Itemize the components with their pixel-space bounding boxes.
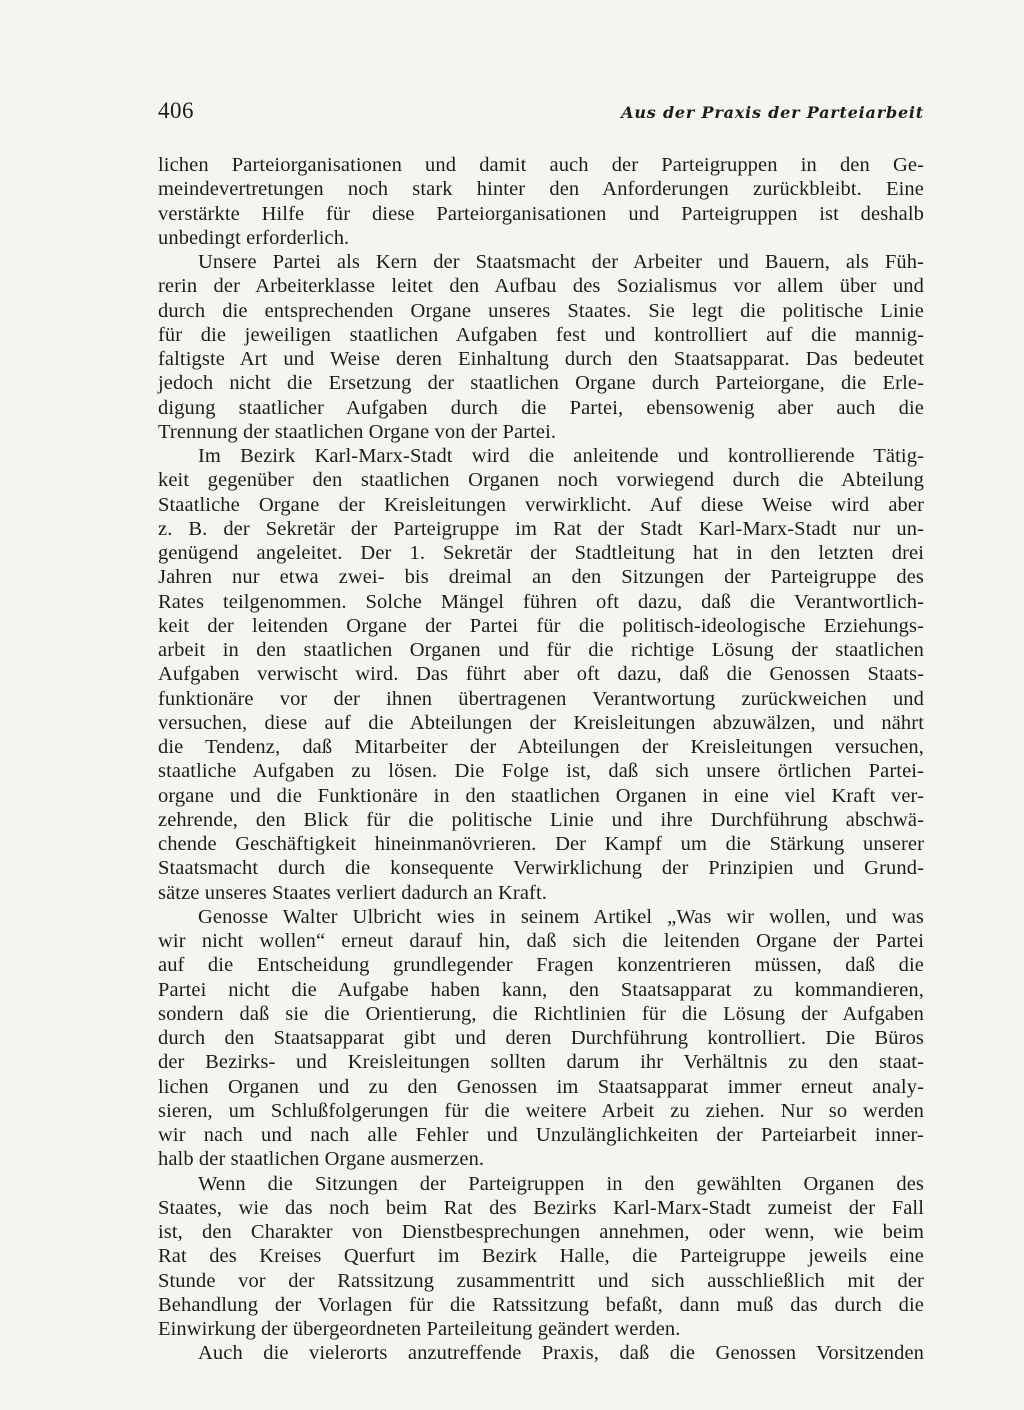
text-line: Rat des Kreises Querfurt im Bezirk Halle, die Parteigruppe jeweils eine <box>158 1245 924 1268</box>
text-line: die Tendenz, daß Mitarbeiter der Abteilungen der Kreisleitungen versuchen, <box>158 736 924 758</box>
text-line: Unsere Partei als Kern der Staatsmacht der Arbeiter und Bauern, als Füh- <box>198 251 924 273</box>
text-line: chende Geschäftigkeit hineinmanövrieren. Der Kampf um die Stärkung unserer <box>158 833 924 855</box>
text-line: durch den Staatsapparat gibt und deren Durchführung kontrolliert. Die Büros <box>158 1027 924 1049</box>
body-text <box>158 153 924 1366</box>
text-line: wir nicht wollen“ erneut darauf hin, daß sich die leitenden Organe der Partei <box>158 930 924 952</box>
text-line: zehrende, den Blick für die politische Linie und ihre Durchführung abschwä- <box>158 808 924 831</box>
text-line: digung staatlicher Aufgaben durch die Partei, ebensowenig aber auch die <box>158 396 924 419</box>
text-line: Auch die vielerorts anzutreffende Praxis, daß die Genossen Vorsitzenden <box>198 1342 924 1365</box>
text-line: Staates, wie das noch beim Rat des Bezirks Karl-Marx-Stadt zumeist der Fall <box>158 1196 924 1219</box>
text-line: z. B. der Sekretär der Parteigruppe im Rat der Stadt Karl-Marx-Stadt nur un- <box>158 517 924 540</box>
text-line: Einwirkung der übergeordneten Parteileitung geändert werden. <box>158 1318 681 1340</box>
text-line: meindevertretungen noch stark hinter den Anforderungen zurückbleibt. Eine <box>158 178 924 201</box>
text-line: keit der leitenden Organe der Partei für die politisch-ideologische Erziehungs- <box>158 614 924 637</box>
text-line: der Bezirks- und Kreisleitungen sollten darum ihr Verhältnis zu den staat- <box>158 1051 924 1074</box>
text-line: unbedingt erforderlich. <box>158 226 350 249</box>
text-line: faltigste Art und Weise deren Einhaltung durch den Staatsapparat. Das bedeutet <box>158 348 924 370</box>
text-line: wir nach und nach alle Fehler und Unzulänglichkeiten der Parteiarbeit inner- <box>158 1124 924 1146</box>
text-line: keit gegenüber den staatlichen Organen noch vorwiegend durch die Abteilung <box>158 469 924 492</box>
text-line: Im Bezirk Karl-Marx-Stadt wird die anleitende und kontrollierende Tätig- <box>198 445 924 467</box>
text-line: funktionäre vor der ihnen übertragenen Verantwortung zurückweichen und <box>158 687 924 710</box>
text-line: lichen Organen und zu den Genossen im Staatsapparat immer erneut analy- <box>158 1075 924 1098</box>
text-line: Aufgaben verwischt wird. Das führt aber oft dazu, daß die Genossen Staats- <box>158 663 924 686</box>
page-header <box>158 98 924 128</box>
text-line: sondern daß sie die Orientierung, die Richtlinien für die Lösung der Aufgaben <box>158 1002 924 1025</box>
text-line: staatliche Aufgaben zu lösen. Die Folge ist, daß sich unsere örtlichen Partei- <box>158 760 924 783</box>
text-line: ist, den Charakter von Dienstbesprechungen annehmen, oder wenn, wie beim <box>158 1221 924 1243</box>
text-line: Trennung der staatlichen Organe von der Partei. <box>158 420 557 443</box>
text-line: Rates teilgenommen. Solche Mängel führen oft dazu, daß die Verantwortlich- <box>158 590 924 613</box>
text-line: genügend angeleitet. Der 1. Sekretär der Stadtleitung hat in den letzten drei <box>158 542 924 564</box>
text-line: verstärkte Hilfe für diese Parteiorganisationen und Parteigruppen ist deshalb <box>158 202 924 225</box>
text-line: für die jeweiligen staatlichen Aufgaben fest und kontrolliert auf die mannig- <box>158 323 924 346</box>
text-line: Wenn die Sitzungen der Parteigruppen in den gewählten Organen des <box>198 1172 924 1195</box>
text-line: Partei nicht die Aufgabe haben kann, den Staatsapparat zu kommandieren, <box>158 978 924 1001</box>
text-line: versuchen, diese auf die Abteilungen der Kreisleitungen abzuwälzen, und nährt <box>158 711 924 734</box>
text-line: Genosse Walter Ulbricht wies in seinem Artikel „Was wir wollen, und was <box>198 905 924 928</box>
text-line: Behandlung der Vorlagen für die Ratssitzung befaßt, dann muß das durch die <box>158 1293 924 1316</box>
text-line: Stunde vor der Ratssitzung zusammentritt und sich ausschließlich mit der <box>158 1269 924 1292</box>
text-line: halb der staatlichen Organe ausmerzen. <box>158 1148 485 1171</box>
text-line: rerin der Arbeiterklasse leitet den Aufbau des Sozialismus vor allem über und <box>158 275 924 298</box>
text-line: lichen Parteiorganisationen und damit auch der Parteigruppen in den Ge- <box>158 154 924 176</box>
text-line: jedoch nicht die Ersetzung der staatlichen Organe durch Parteiorgane, die Erle- <box>158 372 924 395</box>
running-head: Aus der Praxis der Parteiarbeit <box>621 103 924 122</box>
text-line: arbeit in den staatlichen Organen und für die richtige Lösung der staatlichen <box>158 639 924 661</box>
text-line: Staatliche Organe der Kreisleitungen verwirklicht. Auf diese Weise wird aber <box>158 493 924 516</box>
text-line: sätze unseres Staates verliert dadurch an Kraft. <box>158 881 548 904</box>
text-line: auf die Entscheidung grundlegender Fragen konzentrieren müssen, daß die <box>158 954 924 977</box>
page-number: 406 <box>158 98 194 123</box>
text-line: durch die entsprechenden Organe unseres Staates. Sie legt die politische Linie <box>158 299 924 322</box>
text-line: organe und die Funktionäre in den staatlichen Organen in eine viel Kraft ver- <box>158 784 924 807</box>
text-line: Jahren nur etwa zwei- bis dreimal an den Sitzungen der Parteigruppe des <box>158 566 924 589</box>
text-line: sieren, um Schlußfolgerungen für die weitere Arbeit zu ziehen. Nur so werden <box>158 1099 924 1122</box>
text-line: Staatsmacht durch die konsequente Verwirklichung der Prinzipien und Grund- <box>158 857 924 880</box>
